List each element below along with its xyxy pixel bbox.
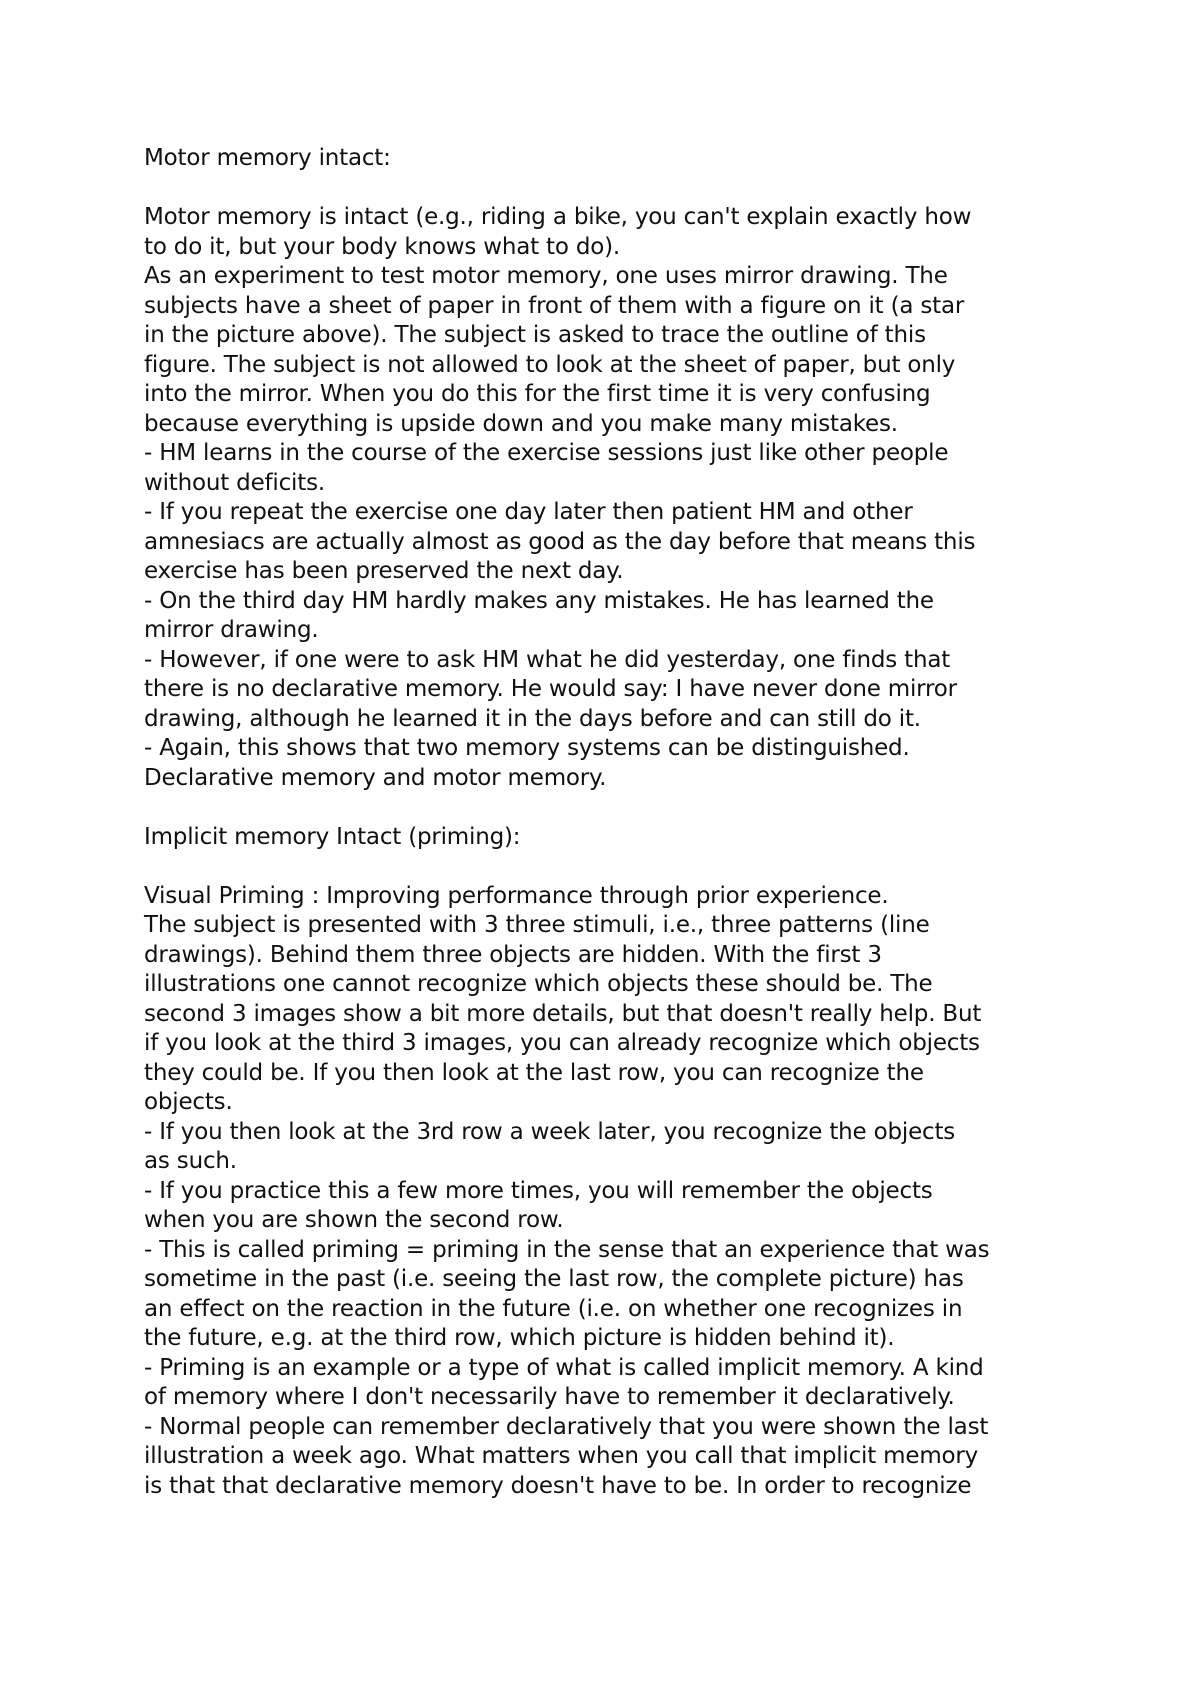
paragraph-line: second 3 images show a bit more details, but that doesn't really help. But <box>144 1000 982 1027</box>
paragraph-line: as such. <box>144 1148 237 1174</box>
section-heading-motor-memory: Motor memory intact: <box>144 145 391 171</box>
paragraph-line: - Normal people can remember declaratively that you were shown the last <box>144 1413 989 1440</box>
paragraph-line: - If you repeat the exercise one day later then patient HM and other <box>144 499 913 525</box>
paragraph-line: is that that declarative memory doesn't have to be. In order to recognize <box>144 1472 972 1499</box>
paragraph-line: they could be. If you then look at the last row, you can recognize the <box>144 1059 924 1086</box>
paragraph-line: the future, e.g. at the third row, which picture is hidden behind it). <box>144 1325 895 1351</box>
paragraph-line: - Priming is an example or a type of what is called implicit memory. A kind <box>144 1354 984 1381</box>
paragraph-line: if you look at the third 3 images, you can already recognize which objects <box>144 1030 980 1056</box>
paragraph-line: when you are shown the second row. <box>144 1207 564 1233</box>
paragraph-line: sometime in the past (i.e. seeing the last row, the complete picture) has <box>144 1266 964 1292</box>
paragraph-line: - Again, this shows that two memory systems can be distinguished. <box>144 735 910 761</box>
paragraph-line: illustrations one cannot recognize which objects these should be. The <box>144 971 933 997</box>
paragraph-line: - If you then look at the 3rd row a week later, you recognize the objects <box>144 1118 956 1145</box>
paragraph-line: in the picture above). The subject is asked to trace the outline of this <box>144 322 926 348</box>
paragraph-line: an effect on the reaction in the future (i.e. on whether one recognizes in <box>144 1295 963 1322</box>
document-body <box>144 144 1080 1501</box>
paragraph-line: because everything is upside down and you make many mistakes. <box>144 410 898 437</box>
paragraph-line: - However, if one were to ask HM what he did yesterday, one finds that <box>144 646 951 673</box>
paragraph-line: - HM learns in the course of the exercise sessions just like other people <box>144 440 949 466</box>
paragraph-line: to do it, but your body knows what to do). <box>144 233 620 260</box>
paragraph-line: without deficits. <box>144 469 325 496</box>
paragraph-line: - This is called priming = priming in the sense that an experience that was <box>144 1236 990 1263</box>
blank-line <box>144 793 1080 823</box>
paragraph-line: amnesiacs are actually almost as good as the day before that means this <box>144 528 976 555</box>
paragraph-line: drawing, although he learned it in the days before and can still do it. <box>144 705 921 732</box>
paragraph-line: objects. <box>144 1089 233 1115</box>
paragraph-line: into the mirror. When you do this for the first time it is very confusing <box>144 381 931 407</box>
paragraph-line: - On the third day HM hardly makes any mistakes. He has learned the <box>144 587 934 614</box>
paragraph-line: figure. The subject is not allowed to look at the sheet of paper, but only <box>144 351 956 378</box>
paragraph-line: - If you practice this a few more times, you will remember the objects <box>144 1177 933 1204</box>
paragraph-line: drawings). Behind them three objects are hidden. With the first 3 <box>144 941 882 968</box>
paragraph-line: subjects have a sheet of paper in front of them with a figure on it (a star <box>144 292 965 319</box>
paragraph-line: there is no declarative memory. He would say: I have never done mirror <box>144 676 957 702</box>
paragraph-line: exercise has been preserved the next day. <box>144 558 624 584</box>
paragraph-line: Motor memory is intact (e.g., riding a bike, you can't explain exactly how <box>144 204 972 230</box>
section-heading-implicit-memory: Implicit memory Intact (priming): <box>144 823 521 850</box>
paragraph-line: The subject is presented with 3 three stimuli, i.e., three patterns (line <box>144 912 930 938</box>
blank-line <box>144 852 1080 882</box>
paragraph-line: Visual Priming : Improving performance through prior experience. <box>144 882 889 909</box>
paragraph-line: of memory where I don't necessarily have to remember it declaratively. <box>144 1384 955 1410</box>
paragraph-line: Declarative memory and motor memory. <box>144 764 607 791</box>
paragraph-line: mirror drawing. <box>144 617 319 643</box>
paragraph-line: As an experiment to test motor memory, one uses mirror drawing. The <box>144 263 948 289</box>
paragraph-line: illustration a week ago. What matters when you call that implicit memory <box>144 1443 979 1469</box>
blank-line <box>144 174 1080 204</box>
